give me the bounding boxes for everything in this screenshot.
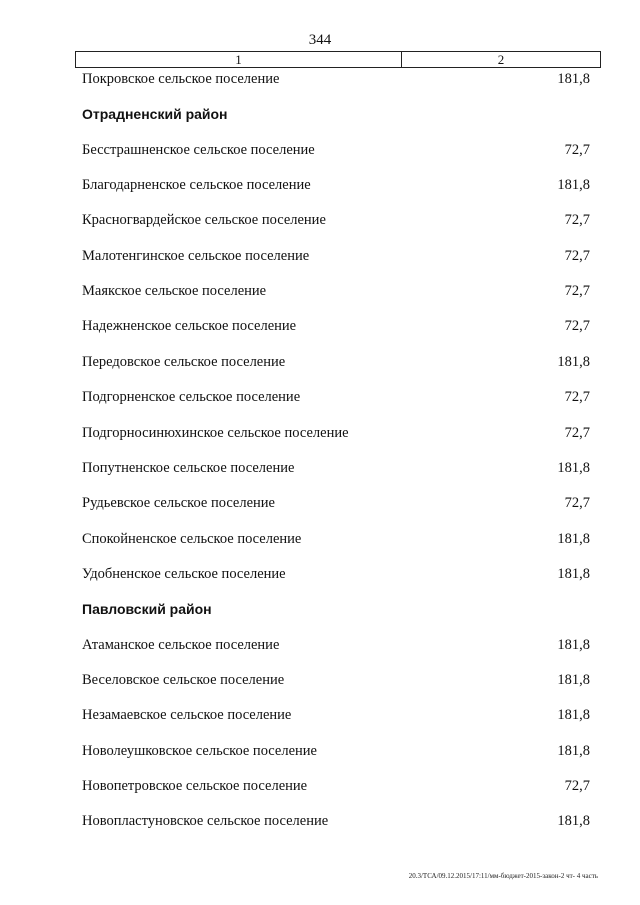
settlement-name: Удобненское сельское поселение (82, 565, 286, 582)
settlement-name: Спокойненское сельское поселение (82, 530, 302, 547)
table-row (0, 566, 640, 588)
table-row (0, 707, 640, 729)
amount-value: 181,8 (557, 71, 590, 87)
table-row (0, 637, 640, 659)
settlement-name: Подгорненское сельское поселение (82, 389, 301, 406)
amount-value: 181,8 (557, 565, 590, 582)
amount-value: 72,7 (564, 212, 590, 229)
settlement-name: Незамаевское сельское поселение (82, 707, 292, 724)
table-row (0, 778, 640, 800)
table-row (0, 142, 640, 164)
amount-value: 181,8 (557, 353, 590, 370)
amount-value: 181,8 (557, 813, 590, 830)
amount-value: 181,8 (557, 707, 590, 724)
table-row (0, 212, 640, 234)
settlement-name: Красногвардейское сельское поселение (82, 212, 326, 229)
settlement-name: Бесстрашненское сельское поселение (82, 141, 315, 158)
table-row (0, 283, 640, 305)
table-row (0, 672, 640, 694)
amount-value: 181,8 (557, 636, 590, 653)
column-header-1: 1 (76, 52, 402, 67)
settlement-name: Атаманское сельское поселение (82, 636, 280, 653)
table-row (0, 248, 640, 270)
table-row (0, 495, 640, 517)
settlement-name: Маякское сельское поселение (82, 283, 267, 300)
amount-value: 72,7 (564, 495, 590, 512)
amount-value: 181,8 (557, 530, 590, 547)
settlement-name: Новопластуновское сельское поселение (82, 813, 329, 830)
amount-value: 72,7 (564, 141, 590, 158)
settlement-name: Попутненское сельское поселение (82, 459, 295, 476)
settlement-name: Подгорносинюхинское сельское поселение (82, 424, 349, 441)
amount-value: 181,8 (557, 742, 590, 759)
amount-value: 181,8 (557, 671, 590, 688)
settlement-name: Веселовское сельское поселение (82, 671, 285, 688)
table-row (0, 354, 640, 376)
table-row (0, 389, 640, 411)
settlement-name: Передовское сельское поселение (82, 353, 286, 370)
document-footer: 20.3/ТСА/09.12.2015/17:11/мм-бюджет-2015-закон-2 чт- 4 часть (408, 872, 598, 880)
table-row (0, 743, 640, 765)
settlement-name: Новолеушковское сельское поселение (82, 742, 317, 759)
table-row (0, 531, 640, 553)
page-number: 344 (308, 32, 332, 48)
settlement-name: Рудьевское сельское поселение (82, 495, 275, 512)
table-row (0, 177, 640, 199)
amount-value: 72,7 (564, 247, 590, 264)
table-row (0, 460, 640, 482)
table-row (0, 425, 640, 447)
settlement-name: Новопетровское сельское поселение (82, 778, 308, 794)
column-header-2: 2 (497, 52, 505, 67)
district-name: Отрадненский район (82, 106, 228, 123)
settlement-name: Покровское сельское поселение (82, 71, 280, 87)
settlement-name: Надежненское сельское поселение (82, 318, 297, 335)
district-heading-row (0, 106, 640, 128)
amount-value: 72,7 (564, 389, 590, 406)
amount-value: 181,8 (557, 177, 590, 194)
table-row (0, 318, 640, 340)
table-header (75, 51, 601, 68)
district-heading-row (0, 601, 640, 623)
amount-value: 72,7 (564, 424, 590, 441)
amount-value: 72,7 (564, 318, 590, 335)
settlement-name: Малотенгинское сельское поселение (82, 247, 310, 264)
table-row (0, 813, 640, 835)
district-name: Павловский район (82, 601, 212, 618)
amount-value: 181,8 (557, 459, 590, 476)
table-row (0, 71, 640, 93)
settlement-name: Благодарненское сельское поселение (82, 177, 311, 194)
amount-value: 72,7 (564, 778, 590, 794)
amount-value: 72,7 (564, 283, 590, 300)
